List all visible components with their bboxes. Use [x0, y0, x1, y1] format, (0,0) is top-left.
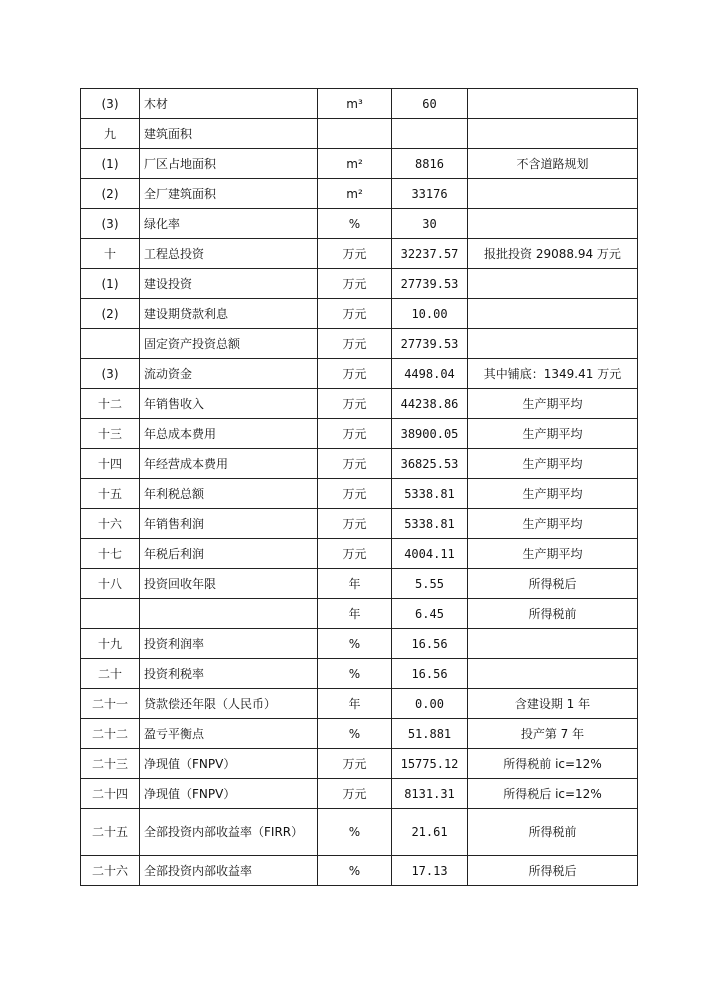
item-number: 二十: [81, 659, 140, 689]
table-row: [81, 299, 638, 329]
item-note: 生产期平均: [468, 479, 638, 509]
item-value: 5338.81: [392, 479, 468, 509]
item-unit: 万元: [318, 359, 392, 389]
table-row: [81, 239, 638, 269]
item-unit: m³: [318, 89, 392, 119]
item-value: 36825.53: [392, 449, 468, 479]
item-number: 十五: [81, 479, 140, 509]
item-value: 17.13: [392, 856, 468, 886]
item-number: (1): [81, 269, 140, 299]
item-name: 投资利润率: [140, 629, 318, 659]
item-unit: 万元: [318, 269, 392, 299]
item-name: 木材: [140, 89, 318, 119]
item-value: 21.61: [392, 809, 468, 856]
item-number: 十: [81, 239, 140, 269]
item-note: [468, 329, 638, 359]
item-unit: 年: [318, 569, 392, 599]
table-row: [81, 329, 638, 359]
item-note: [468, 269, 638, 299]
table-row: [81, 599, 638, 629]
item-unit: 万元: [318, 779, 392, 809]
table-row: [81, 149, 638, 179]
item-name: 建设期贷款利息: [140, 299, 318, 329]
item-name: 年经营成本费用: [140, 449, 318, 479]
item-unit: 万元: [318, 539, 392, 569]
item-value: 10.00: [392, 299, 468, 329]
item-note: 生产期平均: [468, 509, 638, 539]
item-note: 生产期平均: [468, 539, 638, 569]
item-note: 生产期平均: [468, 389, 638, 419]
table-row: [81, 419, 638, 449]
item-note: [468, 659, 638, 689]
item-name: 投资利税率: [140, 659, 318, 689]
item-number: 九: [81, 119, 140, 149]
table-row: [81, 359, 638, 389]
table-row: [81, 719, 638, 749]
item-unit: 万元: [318, 419, 392, 449]
item-unit: 万元: [318, 389, 392, 419]
item-name: [140, 599, 318, 629]
item-note: [468, 299, 638, 329]
item-value: 4498.04: [392, 359, 468, 389]
item-unit: %: [318, 209, 392, 239]
item-value: 8131.31: [392, 779, 468, 809]
item-number: 十四: [81, 449, 140, 479]
table-row: [81, 119, 638, 149]
item-number: 十九: [81, 629, 140, 659]
item-number: (3): [81, 89, 140, 119]
item-name: 固定资产投资总额: [140, 329, 318, 359]
item-unit: m²: [318, 149, 392, 179]
item-value: 6.45: [392, 599, 468, 629]
item-note: 所得税前: [468, 809, 638, 856]
item-note: 所得税后 ic=12%: [468, 779, 638, 809]
table-row: [81, 509, 638, 539]
table-row: [81, 389, 638, 419]
item-unit: %: [318, 629, 392, 659]
item-note: 含建设期 1 年: [468, 689, 638, 719]
item-value: 15775.12: [392, 749, 468, 779]
item-note: [468, 119, 638, 149]
item-name: 建设投资: [140, 269, 318, 299]
item-unit: m²: [318, 179, 392, 209]
table-row: [81, 209, 638, 239]
item-value: 51.881: [392, 719, 468, 749]
table-row: [81, 629, 638, 659]
item-note: 所得税后: [468, 856, 638, 886]
item-unit: 年: [318, 599, 392, 629]
item-unit: [318, 119, 392, 149]
item-unit: %: [318, 659, 392, 689]
item-unit: 万元: [318, 749, 392, 779]
table-row: [81, 749, 638, 779]
item-unit: %: [318, 809, 392, 856]
item-name: 年销售利润: [140, 509, 318, 539]
item-unit: 万元: [318, 449, 392, 479]
item-name: 贷款偿还年限（人民币）: [140, 689, 318, 719]
item-number: 二十一: [81, 689, 140, 719]
item-note: 不含道路规划: [468, 149, 638, 179]
item-note: 报批投资 29088.94 万元: [468, 239, 638, 269]
item-number: 十二: [81, 389, 140, 419]
table-row: [81, 449, 638, 479]
item-name: 建筑面积: [140, 119, 318, 149]
item-name: 年销售收入: [140, 389, 318, 419]
item-note: [468, 209, 638, 239]
item-unit: 万元: [318, 509, 392, 539]
item-note: 其中铺底：1349.41 万元: [468, 359, 638, 389]
table-row: [81, 479, 638, 509]
item-number: (3): [81, 209, 140, 239]
item-value: 32237.57: [392, 239, 468, 269]
item-name: 投资回收年限: [140, 569, 318, 599]
item-value: 16.56: [392, 659, 468, 689]
item-unit: 年: [318, 689, 392, 719]
item-note: [468, 179, 638, 209]
item-name: 全厂建筑面积: [140, 179, 318, 209]
item-name: 净现值（FNPV）: [140, 749, 318, 779]
item-name: 盈亏平衡点: [140, 719, 318, 749]
item-name: 绿化率: [140, 209, 318, 239]
table-row: [81, 179, 638, 209]
item-name: 厂区占地面积: [140, 149, 318, 179]
item-note: 所得税前 ic=12%: [468, 749, 638, 779]
item-value: 4004.11: [392, 539, 468, 569]
item-value: 60: [392, 89, 468, 119]
item-note: 所得税后: [468, 569, 638, 599]
item-note: 所得税前: [468, 599, 638, 629]
item-value: 0.00: [392, 689, 468, 719]
item-value: 27739.53: [392, 329, 468, 359]
table-row: [81, 269, 638, 299]
item-note: 生产期平均: [468, 449, 638, 479]
table-row: [81, 539, 638, 569]
table-row: [81, 779, 638, 809]
item-note: [468, 629, 638, 659]
item-number: 二十二: [81, 719, 140, 749]
table-row: [81, 659, 638, 689]
item-name: 年税后利润: [140, 539, 318, 569]
table-row: [81, 689, 638, 719]
item-number: (3): [81, 359, 140, 389]
item-unit: 万元: [318, 299, 392, 329]
item-number: (2): [81, 299, 140, 329]
item-unit: %: [318, 719, 392, 749]
table-row: [81, 809, 638, 856]
item-number: 十八: [81, 569, 140, 599]
item-name: 年总成本费用: [140, 419, 318, 449]
item-number: 二十六: [81, 856, 140, 886]
item-number: [81, 329, 140, 359]
table-row: [81, 569, 638, 599]
item-value: [392, 119, 468, 149]
item-value: 5.55: [392, 569, 468, 599]
item-name: 全部投资内部收益率: [140, 856, 318, 886]
item-note: 投产第 7 年: [468, 719, 638, 749]
item-note: 生产期平均: [468, 419, 638, 449]
item-value: 33176: [392, 179, 468, 209]
item-number: (2): [81, 179, 140, 209]
item-number: 十六: [81, 509, 140, 539]
item-name: 工程总投资: [140, 239, 318, 269]
item-name: 净现值（FNPV）: [140, 779, 318, 809]
item-number: 十三: [81, 419, 140, 449]
item-unit: 万元: [318, 479, 392, 509]
table-row: [81, 856, 638, 886]
item-value: 30: [392, 209, 468, 239]
item-value: 8816: [392, 149, 468, 179]
item-value: 44238.86: [392, 389, 468, 419]
item-name: 年利税总额: [140, 479, 318, 509]
item-name: 全部投资内部收益率（FIRR）: [140, 809, 318, 856]
item-number: 二十三: [81, 749, 140, 779]
item-value: 16.56: [392, 629, 468, 659]
item-number: 二十五: [81, 809, 140, 856]
item-unit: 万元: [318, 239, 392, 269]
item-number: (1): [81, 149, 140, 179]
item-value: 38900.05: [392, 419, 468, 449]
item-unit: %: [318, 856, 392, 886]
item-number: 二十四: [81, 779, 140, 809]
item-value: 5338.81: [392, 509, 468, 539]
item-value: 27739.53: [392, 269, 468, 299]
item-unit: 万元: [318, 329, 392, 359]
item-number: 十七: [81, 539, 140, 569]
item-name: 流动资金: [140, 359, 318, 389]
table-row: [81, 89, 638, 119]
economic-indicators-table: [80, 88, 638, 886]
item-number: [81, 599, 140, 629]
item-note: [468, 89, 638, 119]
